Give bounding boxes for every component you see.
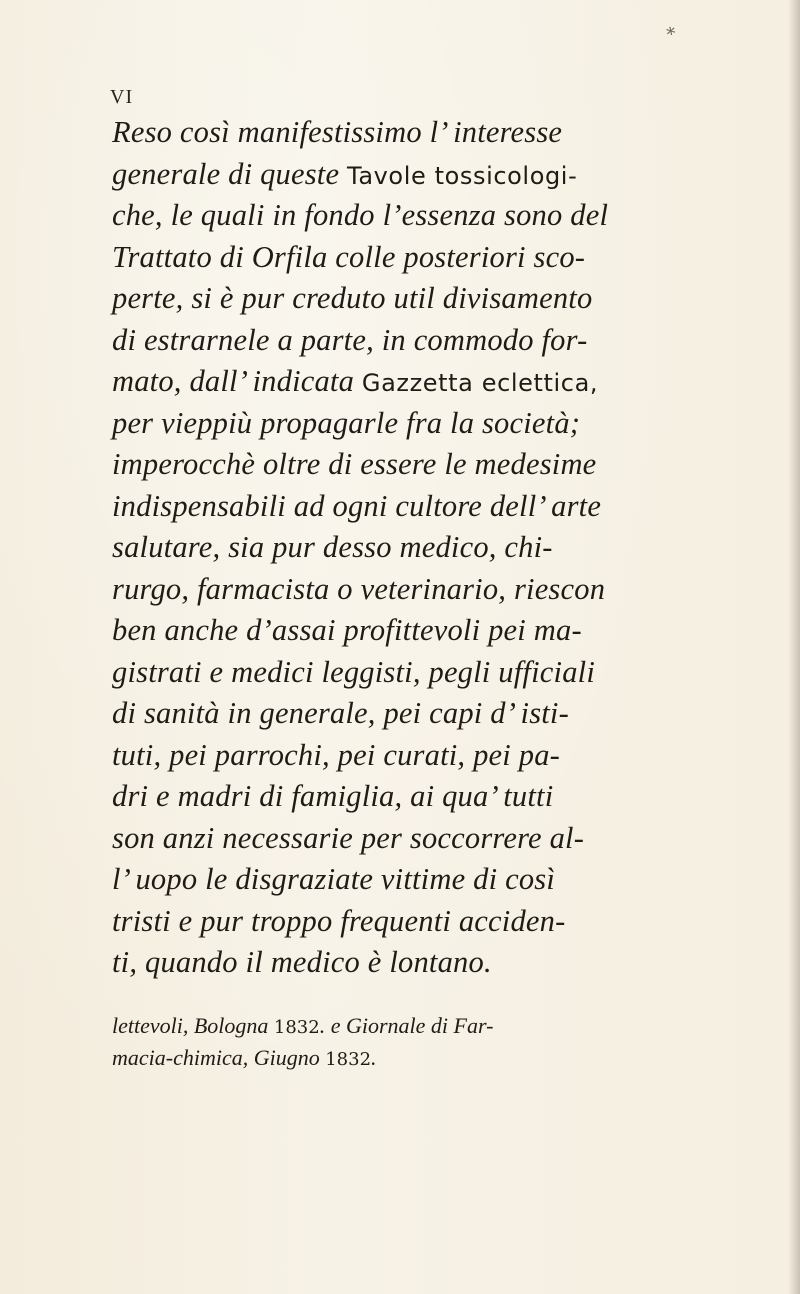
text-line: imperocchè oltre di essere le medesime (112, 447, 597, 481)
text-line: mato, dall’ indicata Gazzetta eclettica, (112, 364, 599, 398)
page-edge-shadow (788, 0, 800, 1294)
text-line: di estrarnele a parte, in commodo for- (112, 322, 588, 357)
text-line: salutare, sia pur desso medico, chi- (112, 530, 553, 564)
text-line: che, le quali in fondo l’essenza sono del (112, 198, 609, 232)
text-line: rurgo, farmacista o veterinario, riescon (112, 571, 606, 606)
text-line: tristi e pur troppo frequenti acciden- (112, 903, 566, 938)
footnote-line: lettevoli, Bologna 1832. e Giornale di Far- (112, 1013, 494, 1038)
footnote (112, 1010, 732, 1074)
text-line: per vieppiù propagarle fra la società; (112, 405, 581, 440)
text-line: Reso così manifestissimo l’ interesse (112, 115, 563, 149)
text-line: son anzi necessarie per soccorrere al- (112, 820, 585, 855)
text-line: l’ uopo le disgraziate vittime di così (112, 862, 556, 896)
text-line: ben anche d’assai profittevoli pei ma- (112, 613, 582, 647)
text-line: generale di queste Tavole tossicologi- (112, 156, 578, 191)
body-paragraph (112, 112, 738, 984)
text-line: perte, si è pur creduto util divisamento (112, 281, 593, 315)
text-line: di sanità in generale, pei capi d’ isti- (112, 696, 569, 730)
footnote-line: macia-chimica, Giugno 1832. (112, 1045, 377, 1070)
text-line: gistrati e medici leggisti, pegli ufficiali (112, 654, 595, 689)
text-line: indispensabili ad ogni cultore dell’ arte (112, 488, 602, 523)
text-line: tuti, pei parrochi, pei curati, pei pa- (112, 737, 561, 772)
corner-mark: * (664, 23, 679, 46)
text-line: dri e madri di famiglia, ai qua’ tutti (112, 779, 554, 813)
text-line: Trattato di Orfila colle posteriori sco- (112, 239, 586, 274)
page-number: VI (110, 86, 134, 108)
text-line: ti, quando il medico è lontano. (112, 945, 492, 979)
